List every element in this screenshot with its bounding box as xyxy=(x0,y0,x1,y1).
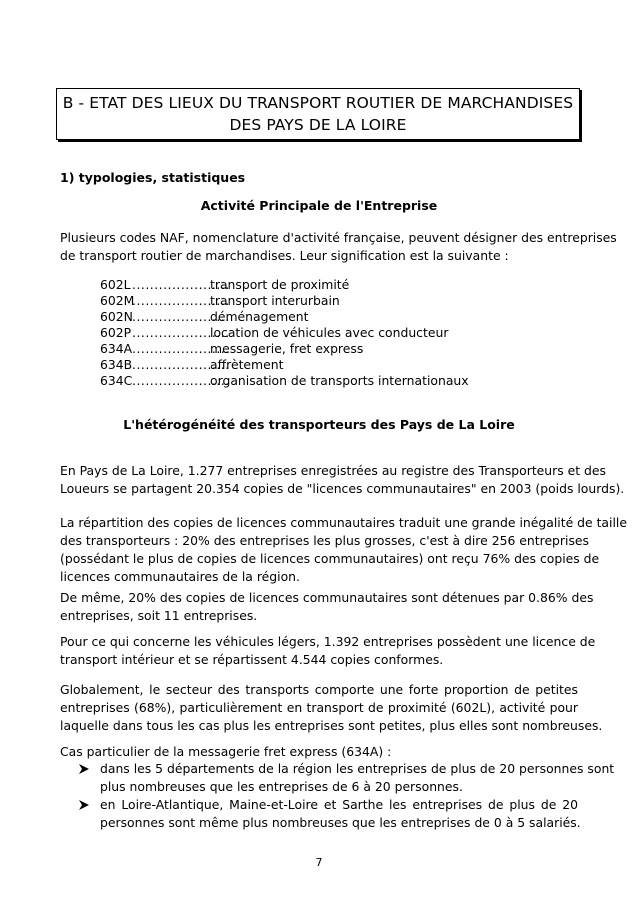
bullet-list xyxy=(78,760,615,832)
naf-label: transport de proximité xyxy=(210,277,350,292)
dot-leader: ...................... xyxy=(132,357,230,372)
intro-line-2: de transport routier de marchandises. Leur signification est la suivante : xyxy=(60,248,509,263)
naf-code: 634A xyxy=(100,341,133,356)
naf-code-row xyxy=(100,277,469,293)
naf-code-row xyxy=(100,293,469,309)
naf-code-row xyxy=(100,309,469,325)
bullet-item xyxy=(78,796,581,832)
naf-label: déménagement xyxy=(210,309,309,324)
paragraph-1-line-1: En Pays de La Loire, 1.277 entreprises enregistrées au registre des Transporteurs et des xyxy=(60,463,607,478)
paragraph-4 xyxy=(60,633,596,669)
paragraph-5-line-3: laquelle dans tous les cas plus les entreprises sont petites, plus elles sont nombreuses. xyxy=(60,718,603,733)
activity-heading: Activité Principale de l'Entreprise xyxy=(200,198,438,213)
paragraph-5-line-2: entreprises (68%), particulièrement en transport de proximité (602L), activité pour xyxy=(60,700,578,715)
paragraph-2 xyxy=(60,514,627,586)
paragraph-5-line-1: Globalement, le secteur des transports comporte une forte proportion de petites xyxy=(60,682,578,697)
naf-label: transport interurbain xyxy=(210,293,340,308)
paragraph-3-line-2: entreprises, soit 11 entreprises. xyxy=(60,608,258,623)
naf-code: 634C xyxy=(100,373,133,388)
dot-leader: ...................... xyxy=(132,293,230,308)
paragraph-3-line-1: De même, 20% des copies de licences communautaires sont détenues par 0.86% des xyxy=(60,590,594,605)
naf-code-list xyxy=(100,277,469,389)
paragraph-2-line-3: (possédant le plus de copies de licences communautaires) ont reçu 76% des copies de xyxy=(60,551,600,566)
paragraph-1-line-2: Loueurs se partagent 20.354 copies de "licences communautaires" en 2003 (poids lourds). xyxy=(60,481,625,496)
paragraph-4-line-2: transport intérieur et se répartissent 4.544 copies conformes. xyxy=(60,652,444,667)
arrow-bullet-icon xyxy=(78,763,90,775)
intro-paragraph xyxy=(60,229,617,265)
paragraph-6-intro xyxy=(60,743,578,761)
bullet-item xyxy=(78,760,615,796)
naf-code: 602L xyxy=(100,277,131,292)
dot-leader: ...................... xyxy=(132,341,230,356)
naf-label: messagerie, fret express xyxy=(210,341,364,356)
heterogeneity-heading: L'hétérogénéité des transporteurs des Pays de La Loire xyxy=(123,417,515,432)
dot-leader: ...................... xyxy=(132,277,230,292)
paragraph-2-line-1: La répartition des copies de licences communautaires traduit une grande inégalité de taille xyxy=(60,515,627,530)
dot-leader: ...................... xyxy=(132,325,230,340)
naf-label: organisation de transports internationaux xyxy=(210,373,469,388)
bullet-2-line-1: en Loire-Atlantique, Maine-et-Loire et Sarthe les entreprises de plus de 20 xyxy=(100,797,578,812)
dot-leader: ...................... xyxy=(132,309,230,324)
bullet-2-line-2: personnes sont même plus nombreuses que les entreprises de 0 à 5 salariés. xyxy=(100,815,581,830)
dot-leader: ...................... xyxy=(132,373,230,388)
naf-code: 602M xyxy=(100,293,135,308)
paragraph-4-line-1: Pour ce qui concerne les véhicules légers, 1.392 entreprises possèdent une licence de xyxy=(60,634,596,649)
paragraph-2-line-2: des transporteurs : 20% des entreprises les plus grosses, c'est à dire 256 entreprises xyxy=(60,533,589,548)
naf-label: affrètement xyxy=(210,357,284,372)
naf-code-row xyxy=(100,357,469,373)
paragraph-2-line-4: licences communautaires de la région. xyxy=(60,569,300,584)
naf-label: location de véhicules avec conducteur xyxy=(210,325,449,340)
naf-code-row xyxy=(100,341,469,357)
arrow-bullet-icon xyxy=(78,799,90,811)
section-heading: 1) typologies, statistiques xyxy=(60,170,246,185)
naf-code-row xyxy=(100,325,469,341)
naf-code: 634B xyxy=(100,357,133,372)
paragraph-1 xyxy=(60,462,625,498)
naf-code: 602N xyxy=(100,309,133,324)
naf-code-row xyxy=(100,373,469,389)
chapter-title-box xyxy=(56,88,580,140)
page-number: 7 xyxy=(315,856,323,869)
bullet-1-line-1: dans les 5 départements de la région les entreprises de plus de 20 personnes sont xyxy=(100,761,615,776)
chapter-title-line-1: B - ETAT DES LIEUX DU TRANSPORT ROUTIER DE MARCHANDISES xyxy=(62,94,574,112)
bullet-1-line-2: plus nombreuses que les entreprises de 6 à 20 personnes. xyxy=(100,779,463,794)
chapter-title-line-2: DES PAYS DE LA LOIRE xyxy=(229,116,407,134)
paragraph-5 xyxy=(60,681,603,735)
paragraph-6-intro-line: Cas particulier de la messagerie fret express (634A) : xyxy=(60,744,392,759)
intro-line-1: Plusieurs codes NAF, nomenclature d'activité française, peuvent désigner des entreprises xyxy=(60,230,617,245)
naf-code: 602P xyxy=(100,325,132,340)
paragraph-3 xyxy=(60,589,594,625)
